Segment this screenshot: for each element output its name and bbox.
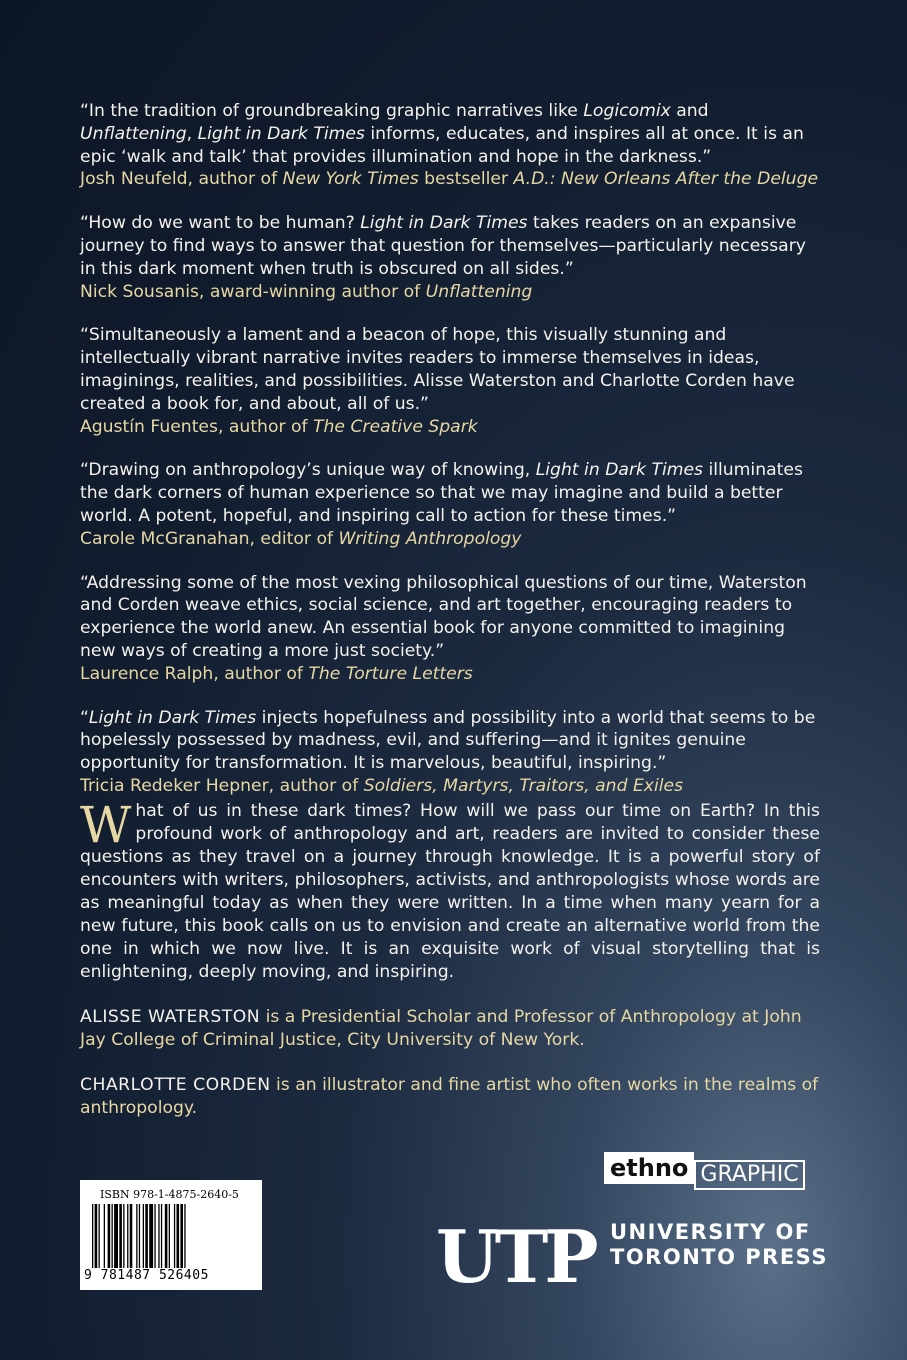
drop-cap: W xyxy=(80,796,132,854)
blurb-ralph xyxy=(80,572,820,686)
isbn-barcode xyxy=(80,1180,262,1290)
barcode-bar xyxy=(136,1204,137,1268)
quote-text: illuminates the dark corners of human experience so that we may imagine and build a better world. A potent, hopeful, and inspiring call to action for these times.” xyxy=(80,460,803,526)
blurb-hepner xyxy=(80,707,820,798)
author-name: CHARLOTTE CORDEN xyxy=(80,1075,271,1095)
barcode-bar xyxy=(130,1204,133,1268)
attr-italic: New York Times xyxy=(282,169,419,190)
attr-italic: The Creative Spark xyxy=(313,416,478,437)
author-bio-corden xyxy=(80,1074,820,1120)
barcode-bar xyxy=(143,1204,144,1268)
barcode-bar xyxy=(123,1204,124,1268)
blurb-attribution xyxy=(80,663,820,686)
quote-text: takes readers on an expansive journey to find ways to answer that question for themselves—particularly necessary in this dark moment when truth is obscured on all sides.” xyxy=(80,213,806,279)
author-bio-text: is an illustrator and fine artist who often works in the realms of anthropology. xyxy=(80,1075,819,1118)
attr-italic: Writing Anthropology xyxy=(338,528,522,549)
barcode-bar xyxy=(158,1204,159,1268)
attr-text: Tricia Redeker Hepner, author of xyxy=(80,775,364,796)
blurb-quote xyxy=(80,212,820,280)
quote-italic: Logicomix xyxy=(583,101,671,121)
barcode-bar xyxy=(154,1204,155,1268)
barcode-bar xyxy=(174,1204,175,1268)
quote-text: informs, educates, and inspires all at once. It is an epic ‘walk and talk’ that provides illumination and hope in the darkness.” xyxy=(80,123,804,167)
blurb-attribution xyxy=(80,168,820,191)
attr-italic: Soldiers, Martyrs, Traitors, and Exiles xyxy=(363,775,684,796)
logo-ethno: ethno xyxy=(604,1152,694,1184)
book-description xyxy=(80,796,820,984)
publisher-line-2: TORONTO PRESS xyxy=(610,1245,828,1269)
attr-text: Josh Neufeld, author of xyxy=(80,169,283,190)
publisher-line-1: UNIVERSITY OF xyxy=(610,1220,811,1244)
barcode-bar xyxy=(161,1204,162,1268)
quote-italic: Light in Dark Times xyxy=(535,460,703,481)
barcode-bar xyxy=(108,1204,111,1268)
attr-text: Agustín Fuentes, author of xyxy=(80,416,314,437)
quote-text: injects hopefulness and possibility into a world that seems to be hopelessly possessed by madness, evil, and suffering—and it ignites genuine opportunity for transformation. It is marvelous, beautiful, inspiring.” xyxy=(80,707,816,774)
barcode-bar xyxy=(114,1204,118,1268)
barcode-bar xyxy=(119,1204,122,1268)
blurb-quote xyxy=(80,324,820,415)
barcode-bar xyxy=(180,1204,183,1268)
blurb-attribution xyxy=(80,528,820,551)
barcode-bar xyxy=(112,1204,113,1268)
quote-italic: Light in Dark Times xyxy=(197,123,365,144)
attr-italic: The Torture Letters xyxy=(308,663,473,684)
barcode-digits: 9 781487 526405 xyxy=(84,1268,209,1283)
ethnographic-series-logo xyxy=(604,1152,816,1192)
blurb-quote xyxy=(80,707,820,775)
quote-text: “Drawing on anthropology’s unique way of knowing, xyxy=(80,460,536,481)
quote-text: “Addressing some of the most vexing philosophical questions of our time, Waterston and Corden weave ethics, social science, and art together, encouraging readers to experience the world anew. An essential book for anyone committed to imagining new ways of creating a more just society.” xyxy=(80,572,807,661)
barcode-bar xyxy=(184,1204,185,1268)
blurb-mcgranahan xyxy=(80,459,820,550)
barcode-bar xyxy=(127,1204,128,1268)
barcode-bar xyxy=(95,1204,98,1268)
attr-text: Nick Sousanis, award-winning author of xyxy=(80,281,426,302)
blurb-quote xyxy=(80,572,820,663)
barcode-bar xyxy=(149,1204,153,1268)
attr-text: Carole McGranahan, editor of xyxy=(80,528,339,549)
blurb-neufeld xyxy=(80,100,820,191)
blurb-quote xyxy=(80,100,820,168)
attr-text: Laurence Ralph, author of xyxy=(80,663,309,684)
isbn-label: ISBN 978-1-4875-2640-5 xyxy=(100,1188,239,1201)
blurb-sousanis xyxy=(80,212,820,303)
barcode-bar xyxy=(145,1204,148,1268)
attr-text: bestseller xyxy=(418,169,514,190)
author-bio-waterston xyxy=(80,1006,820,1052)
quote-text: “ xyxy=(80,707,89,728)
author-bio-text: is a Presidential Scholar and Professor of Anthropology at John Jay College of Criminal Justice, City University of New York. xyxy=(80,1007,802,1050)
barcode-bar xyxy=(169,1204,170,1268)
logo-graphic: GRAPHIC xyxy=(694,1160,804,1190)
quote-italic: Unflattening xyxy=(80,123,187,144)
barcode-bar xyxy=(99,1204,100,1268)
quote-text: “In the tradition of groundbreaking graphic narratives like xyxy=(80,101,584,121)
quote-italic: Light in Dark Times xyxy=(360,213,528,234)
barcode-bars xyxy=(92,1204,252,1268)
utp-logo-mark: UTP xyxy=(436,1214,595,1299)
publisher-name xyxy=(610,1220,828,1270)
quote-text: “Simultaneously a lament and a beacon of hope, this visually stunning and intellectually vibrant narrative invites readers to immerse themselves in ideas, imaginings, realities, and possibilities. Alisse Waterston and Charlotte Corden have created a book for, and about, all of us.” xyxy=(80,325,795,414)
blurb-attribution xyxy=(80,775,820,798)
blurbs-section xyxy=(80,100,820,819)
blurb-fuentes xyxy=(80,324,820,438)
quote-text: “How do we want to be human? xyxy=(80,213,361,234)
description-text: hat of us in these dark times? How will we pass our time on Earth? In this profound work of anthropology and art, readers are invited to consider these questions as they travel on a journey through knowledge. It is a powerful story of encounters with writers, philosophers, activists, and anthropologists whose words are as meaningful today as when they were written. In a time when many yearn for a new future, this book calls on us to envision and create an alternative world from the one in which we now live. It is an exquisite work of visual storytelling that is enlightening, deeply moving, and inspiring. xyxy=(80,801,820,982)
barcode-bar xyxy=(104,1204,105,1268)
author-name: ALISSE WATERSTON xyxy=(80,1007,261,1027)
barcode-bar xyxy=(177,1204,180,1268)
blurb-quote xyxy=(80,459,820,527)
blurb-attribution xyxy=(80,281,820,304)
barcode-bar xyxy=(139,1204,140,1268)
attr-italic: A.D.: New Orleans After the Deluge xyxy=(513,169,819,190)
blurb-attribution xyxy=(80,416,820,439)
quote-text: and xyxy=(670,101,709,121)
barcode-bar xyxy=(92,1204,93,1268)
quote-text: , xyxy=(186,123,198,144)
quote-italic: Light in Dark Times xyxy=(88,707,257,728)
barcode-bar xyxy=(165,1204,168,1268)
attr-italic: Unflattening xyxy=(425,281,533,302)
